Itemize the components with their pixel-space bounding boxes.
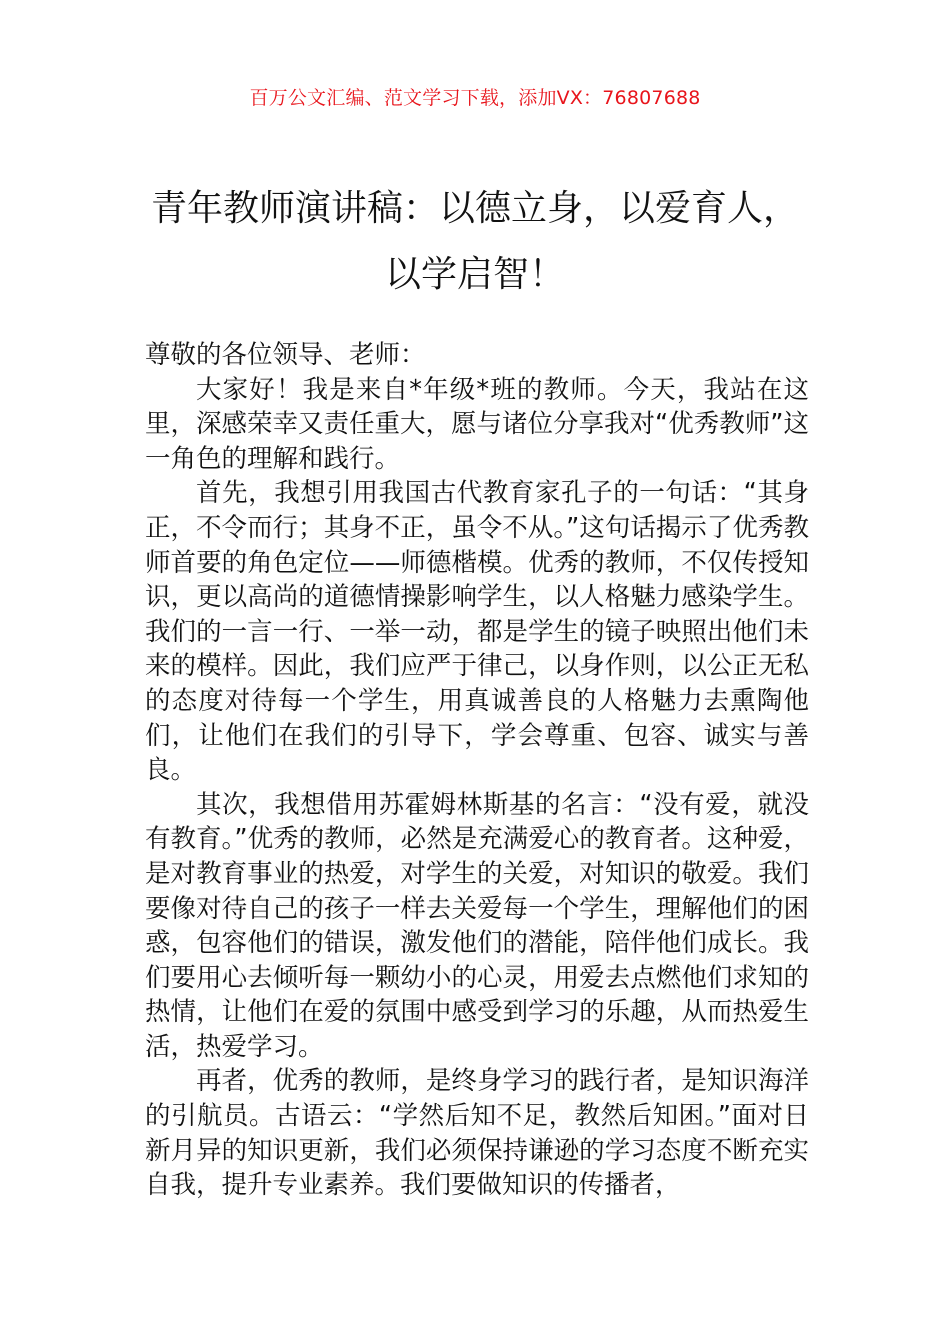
document-title-line-1: 青年教师演讲稿：以德立身，以爱育人， [150, 188, 799, 229]
paragraph-ethics: 首先，我想引用我国古代教育家孔子的一句话：“其身正，不令而行；其身不正，虽令不从。”这句话揭示了优秀教师首要的角色定位——师德楷模。优秀的教师，不仅传授知识，更以高尚的道德情操影响学生，以人格魅力感染学生。我们的一言一行、一举一动，都是学生的镜子映照出他们未来的模样。因此，我们应严于律己，以身作则，以公正无私的态度对待每一个学生，用真诚善良的人格魅力去熏陶他们，让他们在我们的引导下，学会尊重、包容、诚实与善良。 [145, 478, 809, 786]
paragraph-greeting: 大家好！我是来自*年级*班的教师。今天，我站在这里，深感荣幸又责任重大，愿与诸位分享我对“优秀教师”这一角色的理解和践行。 [145, 374, 809, 474]
document-title-line-2: 以学启智！ [384, 254, 565, 295]
paragraph-love: 其次，我想借用苏霍姆林斯基的名言：“没有爱，就没有教育。”优秀的教师，必然是充满爱心的教育者。这种爱，是对教育事业的热爱，对学生的关爱，对知识的敬爱。我们要像对待自己的孩子一样去关爱每一个学生，理解他们的困惑，包容他们的错误，激发他们的潜能，陪伴他们成长。我们要用心去倾听每一颗幼小的心灵，用爱去点燃他们求知的热情，让他们在爱的氛围中感受到学习的乐趣，从而热爱生活，热爱学习。 [145, 789, 809, 1062]
salutation: 尊敬的各位领导、老师： [145, 340, 426, 370]
document-title [120, 176, 830, 308]
paragraph-learning: 再者，优秀的教师，是终身学习的践行者，是知识海洋的引航员。古语云：“学然后知不足，教然后知困。”面对日新月异的知识更新，我们必须保持谦逊的学习态度不断充实自我，提升专业素养。我们要做知识的传播者， [145, 1066, 809, 1201]
header-banner: 百万公文汇编、范文学习下载，添加VX：76807688 [249, 87, 701, 109]
document-body [145, 338, 809, 1203]
